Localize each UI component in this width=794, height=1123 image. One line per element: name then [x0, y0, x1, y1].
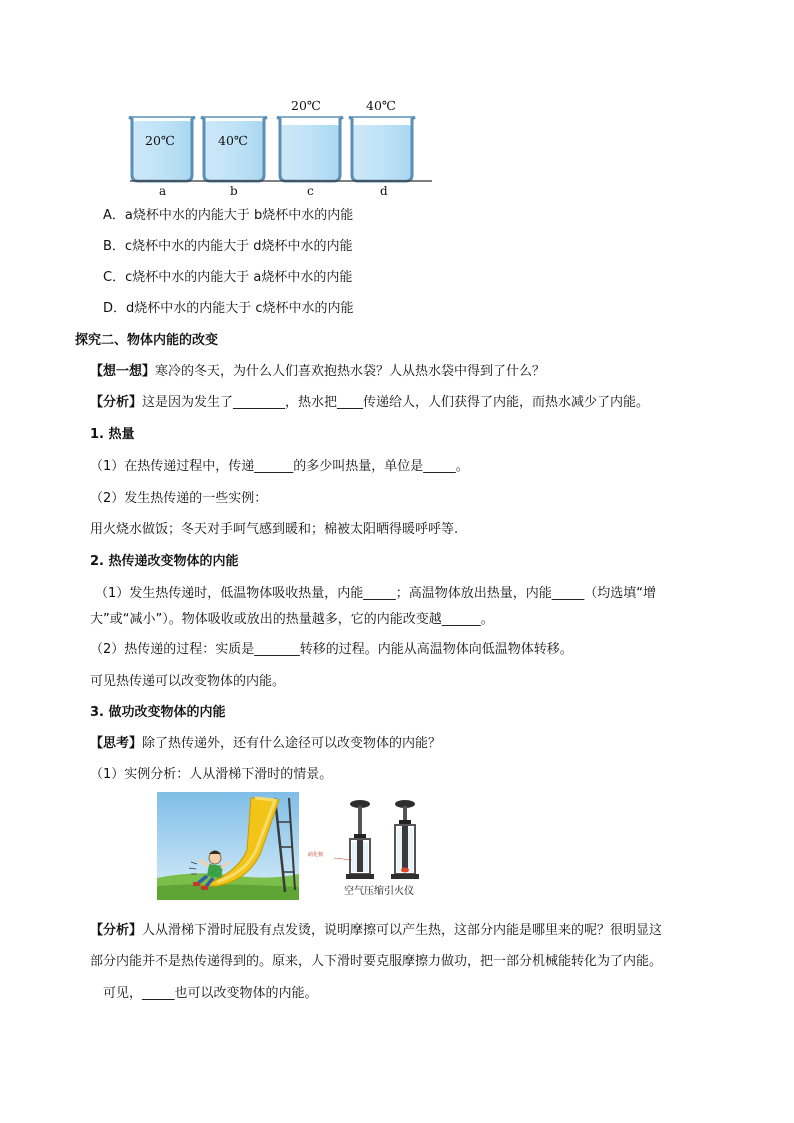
think-tag: 【想一想】 — [90, 364, 156, 379]
work-title: 3. 做功改变物体的内能 — [90, 705, 226, 720]
beaker-c — [277, 117, 343, 181]
work-analysis-line-2: 部分内能并不是热传递得到的。原来，人下滑时要克服摩擦力做功，把一部分机械能转化为了内能。 — [90, 954, 663, 969]
work-conclusion: 可见，_____也可以改变物体的内能。 — [103, 986, 318, 1001]
option-c: C．c烧杯中水的内能大于 a烧杯中水的内能 — [103, 270, 353, 285]
think-text: 寒冷的冬天，为什么人们喜欢抱热水袋？人从热水袋中得到了什么？ — [155, 364, 546, 379]
ponder-paragraph — [90, 735, 441, 753]
beaker-b-letter: b — [230, 184, 238, 198]
analysis-paragraph-1 — [90, 394, 649, 412]
air-compression-igniter — [308, 792, 450, 897]
beaker-c-temp: 20℃ — [291, 98, 321, 113]
beaker-c-letter: c — [307, 184, 314, 198]
beaker-a-temp: 20℃ — [145, 133, 175, 148]
igniter-2 — [391, 800, 419, 879]
igniter-small-label: 硝化棉 — [308, 852, 324, 858]
ponder-tag: 【思考】 — [90, 736, 143, 751]
beaker-a — [129, 117, 195, 181]
igniter-1 — [346, 800, 374, 879]
analysis-tag-1: 【分析】 — [90, 395, 143, 410]
igniter-drawing — [330, 792, 450, 882]
beaker-a-letter: a — [159, 184, 167, 198]
work-analysis-line-1 — [90, 922, 662, 940]
heat-title: 1. 热量 — [90, 427, 135, 442]
heat-p1: （1）在热传递过程中，传递______的多少叫热量，单位是_____。 — [90, 459, 469, 474]
beaker-b — [201, 117, 267, 181]
slide-drawing — [157, 792, 299, 900]
option-a: A．a烧杯中水的内能大于 b烧杯中水的内能 — [103, 208, 354, 223]
work-analysis-tag: 【分析】 — [90, 923, 143, 938]
work-analysis-text-1: 人从滑梯下滑时屁股有点发烫，说明摩擦可以产生热，这部分内能是哪里来的呢？很明显这 — [142, 923, 663, 938]
analysis-text-1: 这是因为发生了________，热水把____传递给人，人们获得了内能，而热水减少了内能。 — [142, 395, 650, 410]
heat-p2: （2）发生热传递的一些实例： — [90, 491, 268, 506]
transfer-p3: 可见热传递可以改变物体的内能。 — [90, 674, 286, 689]
option-b: B．c烧杯中水的内能大于 d烧杯中水的内能 — [103, 239, 353, 254]
think-paragraph — [90, 363, 545, 381]
beaker-d-letter: d — [380, 184, 388, 198]
beaker-d — [349, 117, 415, 181]
ponder-text: 除了热传递外，还有什么途径可以改变物体的内能？ — [142, 736, 442, 751]
beaker-figure — [120, 95, 440, 205]
transfer-p2: （2）热传递的过程：实质是_______转移的过程。内能从高温物体向低温物体转移。 — [90, 642, 573, 657]
beaker-d-temp: 40℃ — [366, 98, 396, 113]
transfer-title: 2. 热传递改变物体的内能 — [90, 554, 239, 569]
transfer-p1a: （1）发生热传递时，低温物体吸收热量，内能_____；高温物体放出热量，内能_____（均选填“增 — [95, 586, 657, 601]
heat-p3: 用火烧水做饭；冬天对手呵气感到暖和；棉被太阳晒得暖呼呼等. — [90, 522, 459, 537]
beaker-b-temp: 40℃ — [218, 133, 248, 148]
igniter-caption: 空气压缩引火仪 — [344, 886, 414, 897]
section-title: 探究二、物体内能的改变 — [75, 333, 219, 348]
transfer-p1b: 大”或“减小”）。物体吸收或放出的热量越多，它的内能改变越______。 — [90, 612, 494, 627]
work-example: （1）实例分析：人从滑梯下滑时的情景。 — [90, 767, 333, 782]
option-d: D．d烧杯中水的内能大于 c烧杯中水的内能 — [103, 301, 354, 316]
slide-illustration — [157, 792, 299, 900]
